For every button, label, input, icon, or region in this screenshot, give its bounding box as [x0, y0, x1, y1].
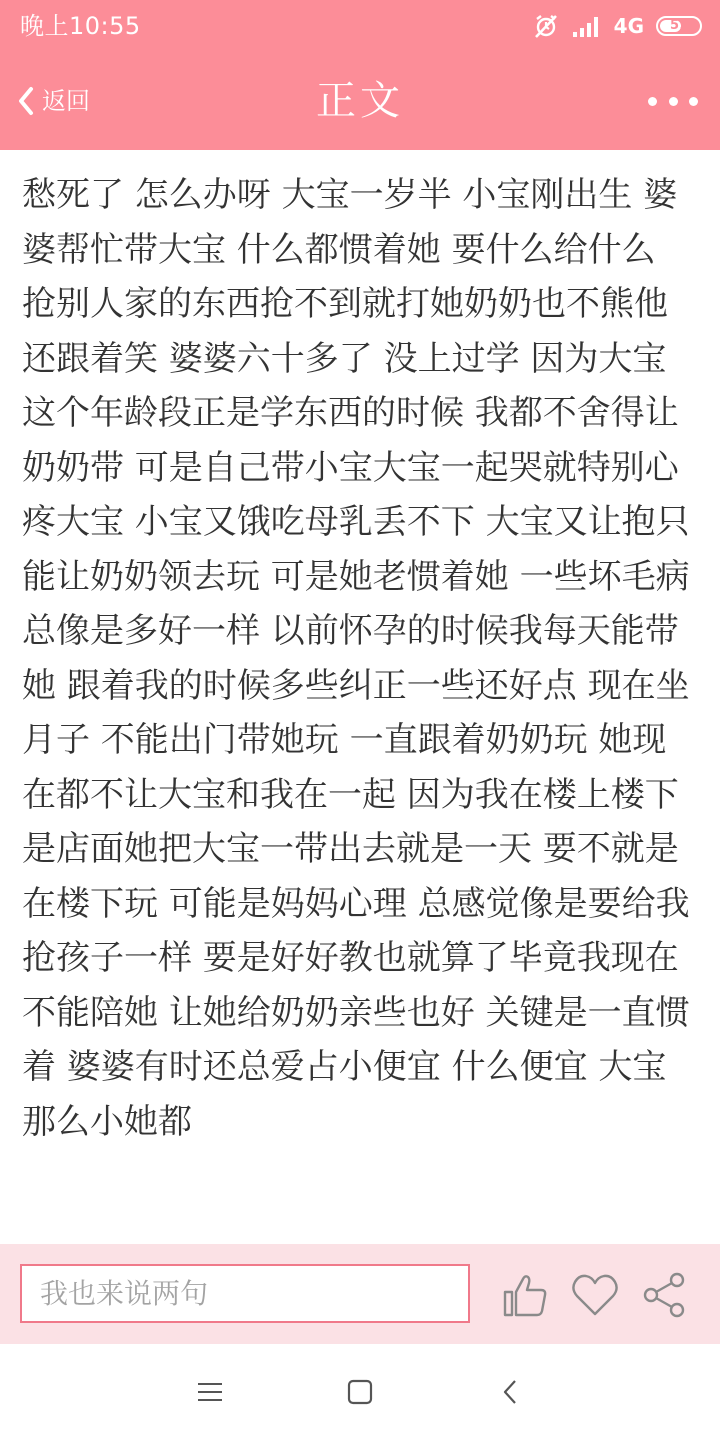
post-body-text: 愁死了 怎么办呀 大宝一岁半 小宝刚出生 婆婆帮忙带大宝 什么都惯着她 要什么给什么 抢别人家的东西抢不到就打她奶奶也不熊他 还跟着笑 婆婆六十多了 没上过学 因为大宝这个年龄段正是学东西的时候 我都不舍得让奶奶带 可是自己带小宝大宝一起哭就特别心疼大宝 小宝又饿吃母乳丢不下 大宝又让抱只能让奶奶领去玩 可是她老惯着她 一些坏毛病总像是多好一样 以前怀孕的时候我每天能带她 跟着我的时候多些纠正一些还好点 现在坐月子 不能出门带她玩 一直跟着奶奶玩 她现在都不让大宝和我在一起 因为我在楼上楼下是店面她把大宝一带出去就是一天 要不就是在楼下玩 可能是妈妈心理 总感觉像是要给我抢孩子一样 要是好好教也就算了毕竟我现在不能陪她 让她给奶奶亲些也好 关键是一直惯着 婆婆有时还总爱占小便宜 什么便宜 大宝那么小她都	[22, 175, 690, 1142]
battery-level: 51	[669, 18, 689, 33]
back-triangle-icon	[500, 1378, 520, 1406]
status-time: 晚上10:55	[20, 12, 141, 40]
network-type: 4G	[613, 14, 644, 38]
system-back-button[interactable]	[492, 1374, 528, 1410]
alarm-off-icon	[532, 12, 560, 40]
menu-icon	[196, 1380, 224, 1404]
back-button[interactable]	[16, 80, 90, 122]
share-icon	[641, 1271, 689, 1319]
page-title: 正文	[316, 78, 404, 124]
share-button[interactable]	[640, 1270, 690, 1320]
more-options-button[interactable]	[648, 86, 698, 116]
top-navigation-bar	[0, 52, 720, 150]
menu-button[interactable]	[192, 1374, 228, 1410]
system-navigation-bar	[0, 1344, 720, 1440]
post-content[interactable]	[0, 150, 720, 1244]
chevron-left-icon	[16, 85, 36, 117]
more-dot-icon	[669, 97, 678, 106]
like-button[interactable]	[500, 1270, 550, 1320]
battery-icon	[656, 16, 702, 36]
back-label: 返回	[42, 87, 90, 115]
status-bar	[0, 0, 720, 52]
more-dot-icon	[648, 97, 657, 106]
heart-icon	[570, 1272, 620, 1318]
comment-input[interactable]	[20, 1264, 470, 1323]
signal-icon	[572, 14, 602, 38]
more-dot-icon	[689, 97, 698, 106]
home-button[interactable]	[342, 1374, 378, 1410]
comment-bar	[0, 1244, 720, 1344]
favorite-button[interactable]	[570, 1270, 620, 1320]
status-indicators	[532, 10, 702, 42]
home-square-icon	[346, 1378, 374, 1406]
thumbs-up-icon	[501, 1271, 549, 1319]
